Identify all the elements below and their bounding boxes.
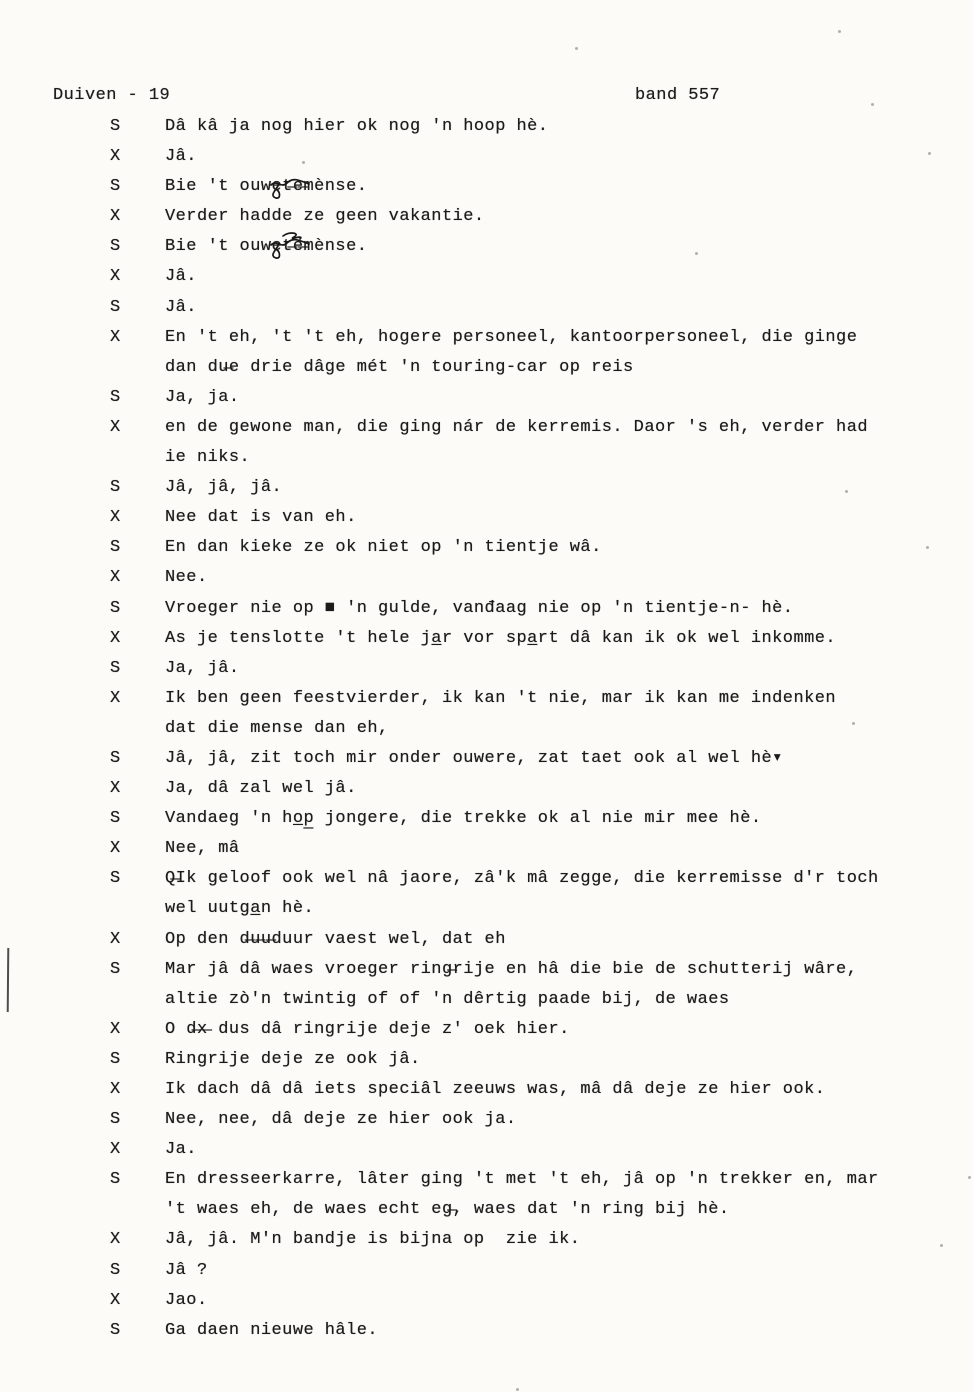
- dialogue-line: [0, 293, 973, 323]
- dialogue-line: [0, 563, 973, 593]
- scan-speck: [838, 30, 841, 33]
- speaker-label: S: [110, 1260, 121, 1280]
- speaker-label: X: [110, 207, 121, 227]
- speaker-label: S: [110, 809, 121, 829]
- speaker-label: S: [110, 658, 121, 678]
- dialogue-line: [0, 744, 973, 774]
- speaker-label: X: [110, 267, 121, 287]
- speaker-label: S: [110, 1320, 121, 1340]
- dialogue-line: [0, 955, 973, 985]
- speaker-label: X: [110, 1290, 121, 1310]
- utterance-text: Vandaeg 'n ho̲p̲ jongere, die trekke ok al nie mir mee hè.: [165, 809, 762, 829]
- utterance-text: Jâ ?: [165, 1260, 208, 1280]
- speaker-label: X: [110, 1080, 121, 1099]
- speaker-label: X: [110, 327, 121, 347]
- dialogue-line: [0, 1225, 973, 1255]
- utterance-text: En 't eh, 't 't eh, hogere personeel, kantoorpersoneel, die ginge: [165, 327, 858, 347]
- utterance-text: En dan kieke ze ok niet op 'n tientje wâ.: [165, 538, 602, 558]
- utterance-text: En dresseerkarre, lâter ging 't met 't eh, jâ op 'n trekker en, mar: [165, 1170, 879, 1190]
- scan-speck: [968, 1176, 971, 1179]
- speaker-label: X: [110, 417, 121, 437]
- speaker-label: X: [110, 508, 121, 528]
- dialogue-line: [0, 1075, 973, 1105]
- utterance-text: Jâ, jâ. M'n bandje is bijna op zie ik.: [165, 1230, 581, 1250]
- speaker-label: S: [110, 387, 121, 407]
- document-title: Duiven - 19: [53, 86, 171, 105]
- speaker-label: S: [110, 177, 121, 197]
- utterance-text: Vroeger nie op ■ 'n gulde, vanđaag nie op 'n tientje-n- hè.: [165, 598, 794, 618]
- dialogue-line: [0, 323, 973, 353]
- dialogue-line: [0, 985, 973, 1015]
- utterance-text: Jâ, jâ, jâ.: [165, 478, 283, 498]
- utterance-text: Nee, mâ: [165, 839, 240, 859]
- utterance-text: Nee dat is van eh.: [165, 508, 357, 528]
- utterance-text: Jâ.: [165, 297, 197, 317]
- speaker-label: S: [110, 538, 121, 558]
- utterance-text: ie niks.: [165, 448, 251, 468]
- dialogue-line: [0, 353, 973, 383]
- dialogue-line: [0, 1165, 973, 1195]
- scan-speck: [926, 546, 929, 549]
- speaker-label: X: [110, 1140, 121, 1160]
- dialogue-line: [0, 172, 973, 202]
- speaker-label: X: [110, 628, 121, 648]
- utterance-text: Ringrije deje ze ook jâ.: [165, 1049, 421, 1069]
- speaker-label: S: [110, 1170, 121, 1190]
- utterance-text: Ja, jâ.: [165, 658, 240, 678]
- speaker-label: S: [110, 297, 121, 317]
- dialogue-line: [0, 1135, 973, 1165]
- utterance-text: Nee.: [165, 568, 208, 588]
- dialogue-line: [0, 684, 973, 714]
- utterance-text: As je tenslotte 't hele ja̲r vor spa̲rt dâ kan ik ok wel inkomme.: [165, 628, 837, 648]
- dialogue-line: [0, 834, 973, 864]
- scan-speck: [871, 103, 874, 106]
- utterance-text: Ja.: [165, 1140, 197, 1160]
- utterance-text: O d̶x̶ dus dâ ringrije deje z' oek hier.: [165, 1019, 570, 1039]
- speaker-label: S: [110, 959, 121, 979]
- utterance-text: Nee, nee, dâ deje ze hier ook ja.: [165, 1110, 517, 1130]
- dialogue-line: [0, 202, 973, 232]
- speaker-label: S: [110, 237, 121, 257]
- speaker-label: S: [110, 748, 121, 768]
- speaker-label: X: [110, 839, 121, 859]
- utterance-text: Ja, dâ zal wel jâ.: [165, 779, 357, 799]
- utterance-text: Jâ.: [165, 147, 197, 167]
- utterance-text: Op den d̶u̶u̶duur vaest wel, dat eh: [165, 929, 506, 949]
- utterance-text: Jâ, jâ, zit toch mir onder ouwere, zat taet ook al wel hè▾: [165, 748, 783, 768]
- utterance-text: Mar jâ dâ waes vroeger ring̶rije en hâ die bie de schutterij wâre,: [165, 959, 858, 979]
- dialogue-line: [0, 864, 973, 894]
- dialogue-line: [0, 624, 973, 654]
- dialogue-line: [0, 714, 973, 744]
- dialogue-line: [0, 804, 973, 834]
- dialogue-transcript: [0, 112, 973, 1346]
- dialogue-line: [0, 142, 973, 172]
- scan-speck: [852, 722, 855, 725]
- dialogue-line: [0, 1045, 973, 1075]
- utterance-text: Jâ.: [165, 267, 197, 287]
- dialogue-line: [0, 594, 973, 624]
- utterance-text: Bie 't ouwet̶e̶mènse.: [165, 232, 367, 262]
- speaker-label: X: [110, 779, 121, 799]
- utterance-text: Ik dach dâ dâ iets speciâl zeeuws was, mâ dâ deje ze hier ook.: [165, 1080, 826, 1099]
- dialogue-line: [0, 654, 973, 684]
- dialogue-line: [0, 112, 973, 142]
- utterance-text: Bie 't ouwet̶e̶mènse.: [165, 172, 367, 202]
- utterance-text: dat die mense dan eh,: [165, 718, 389, 738]
- dialogue-line: [0, 413, 973, 443]
- dialogue-line: [0, 503, 973, 533]
- utterance-text: wel uutga̲n hè.: [165, 899, 315, 919]
- speaker-label: X: [110, 929, 121, 949]
- dialogue-line: [0, 1286, 973, 1316]
- scan-speck: [928, 152, 931, 155]
- speaker-label: S: [110, 478, 121, 498]
- dialogue-line: [0, 925, 973, 955]
- speaker-label: X: [110, 688, 121, 708]
- dialogue-line: [0, 533, 973, 563]
- dialogue-line: [0, 383, 973, 413]
- speaker-label: X: [110, 1230, 121, 1250]
- scan-speck: [940, 1244, 943, 1247]
- handwritten-correction-mark: [267, 172, 317, 202]
- utterance-text: Q̶Ik geloof ook wel nâ jaore, zâ'k mâ zegge, die kerremisse d'r toch: [165, 869, 879, 889]
- dialogue-line: [0, 1015, 973, 1045]
- dialogue-line: [0, 1256, 973, 1286]
- dialogue-line: [0, 774, 973, 804]
- dialogue-line: [0, 443, 973, 473]
- scan-speck: [845, 490, 848, 493]
- dialogue-line: [0, 894, 973, 924]
- scan-speck: [516, 1388, 519, 1391]
- dialogue-line: [0, 262, 973, 292]
- utterance-text: Ga daen nieuwe hâle.: [165, 1320, 379, 1340]
- handwritten-correction-mark: [267, 232, 317, 262]
- dialogue-line: [0, 1105, 973, 1135]
- dialogue-line: [0, 232, 973, 262]
- utterance-text: Ik ben geen feestvierder, ik kan 't nie, mar ik kan me indenken: [165, 688, 837, 708]
- speaker-label: S: [110, 1110, 121, 1130]
- speaker-label: S: [110, 117, 121, 136]
- speaker-label: S: [110, 869, 121, 889]
- scan-speck: [695, 252, 698, 255]
- utterance-text: dan du̶e drie dâge mét 'n touring-car op reis: [165, 357, 634, 377]
- band-label: band 557: [635, 86, 721, 105]
- speaker-label: X: [110, 147, 121, 167]
- speaker-label: X: [110, 1019, 121, 1039]
- scan-speck: [302, 161, 305, 164]
- speaker-label: S: [110, 1049, 121, 1069]
- dialogue-line: [0, 473, 973, 503]
- speaker-label: X: [110, 568, 121, 588]
- dialogue-line: [0, 1316, 973, 1346]
- speaker-label: S: [110, 598, 121, 618]
- utterance-text: en de gewone man, die ging nár de kerremis. Daor 's eh, verder had: [165, 417, 869, 437]
- utterance-text: altie zò'n twintig of of 'n dêrtig paade bij, de waes: [165, 989, 730, 1009]
- utterance-text: 't waes eh, de waes echt eg̶, waes dat 'n ring bij hè.: [165, 1200, 730, 1220]
- dialogue-line: [0, 1195, 973, 1225]
- utterance-text: Verder hadde ze geen vakantie.: [165, 207, 485, 227]
- utterance-text: Dâ kâ ja nog hier ok nog 'n hoop hè.: [165, 117, 549, 136]
- utterance-text: Ja, ja.: [165, 387, 240, 407]
- utterance-text: Jao.: [165, 1290, 208, 1310]
- scan-speck: [575, 47, 578, 50]
